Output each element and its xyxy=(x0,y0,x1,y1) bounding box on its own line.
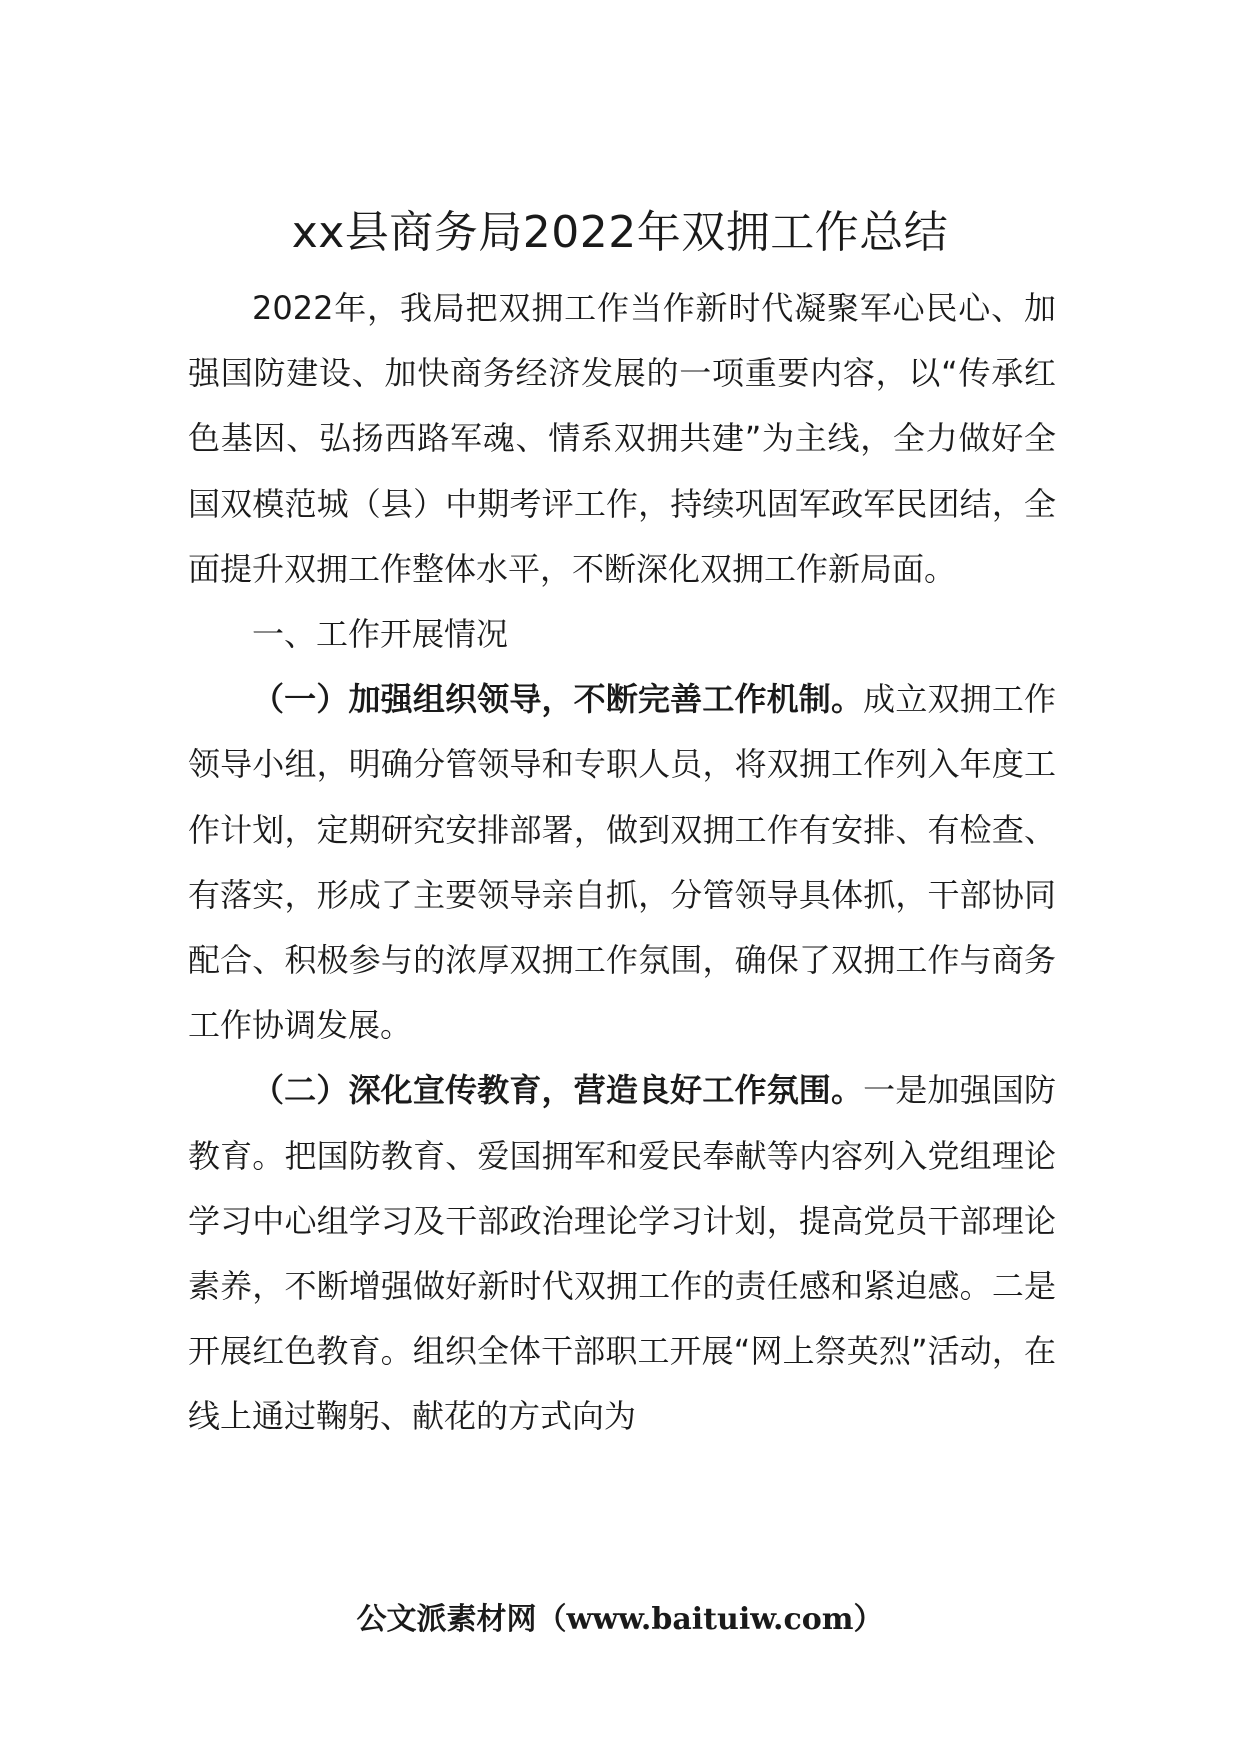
document-title: xx县商务局2022年双拥工作总结 xyxy=(291,207,949,258)
document-body xyxy=(188,276,1056,1450)
paragraph-text: 一是加强国防教育。把国防教育、爱国拥军和爱民奉献等内容列入党组理论学习中心组学习及干部政治理论学习计划，提高党员干部理论素养，不断增强做好新时代双拥工作的责任感和紧迫感。二是开展红色教育。组织全体干部职工开展“网上祭英烈”活动，在线上通过鞠躬、献花的方式向为 xyxy=(188,1071,1056,1436)
paragraph-organization xyxy=(188,667,1056,1058)
paragraph-text: 成立双拥工作领导小组，明确分管领导和专职人员，将双拥工作列入年度工作计划，定期研究安排部署，做到双拥工作有安排、有检查、有落实，形成了主要领导亲自抓，分管领导具体抓，干部协同配合、积极参与的浓厚双拥工作氛围，确保了双拥工作与商务工作协调发展。 xyxy=(188,680,1056,1045)
section-heading-text: 一、工作开展情况 xyxy=(252,615,509,654)
section-heading xyxy=(188,602,1056,667)
page-footer xyxy=(0,1600,1240,1640)
footer-label: 公文派素材网 xyxy=(356,1602,537,1637)
paragraph-education xyxy=(188,1058,1056,1449)
footer-site: （www.baituiw.com） xyxy=(536,1602,884,1637)
paragraph-intro xyxy=(188,276,1056,602)
paragraph-lead: （一）加强组织领导，不断完善工作机制。 xyxy=(252,680,864,719)
paragraph-lead: （二）深化宣传教育，营造良好工作氛围。 xyxy=(252,1071,864,1110)
paragraph-text: 2022年，我局把双拥工作当作新时代凝聚军心民心、加强国防建设、加快商务经济发展的一项重要内容，以“传承红色基因、弘扬西路军魂、情系双拥共建”为主线，全力做好全国双模范城（县）中期考评工作，持续巩固军政军民团结，全面提升双拥工作整体水平，不断深化双拥工作新局面。 xyxy=(188,289,1056,588)
